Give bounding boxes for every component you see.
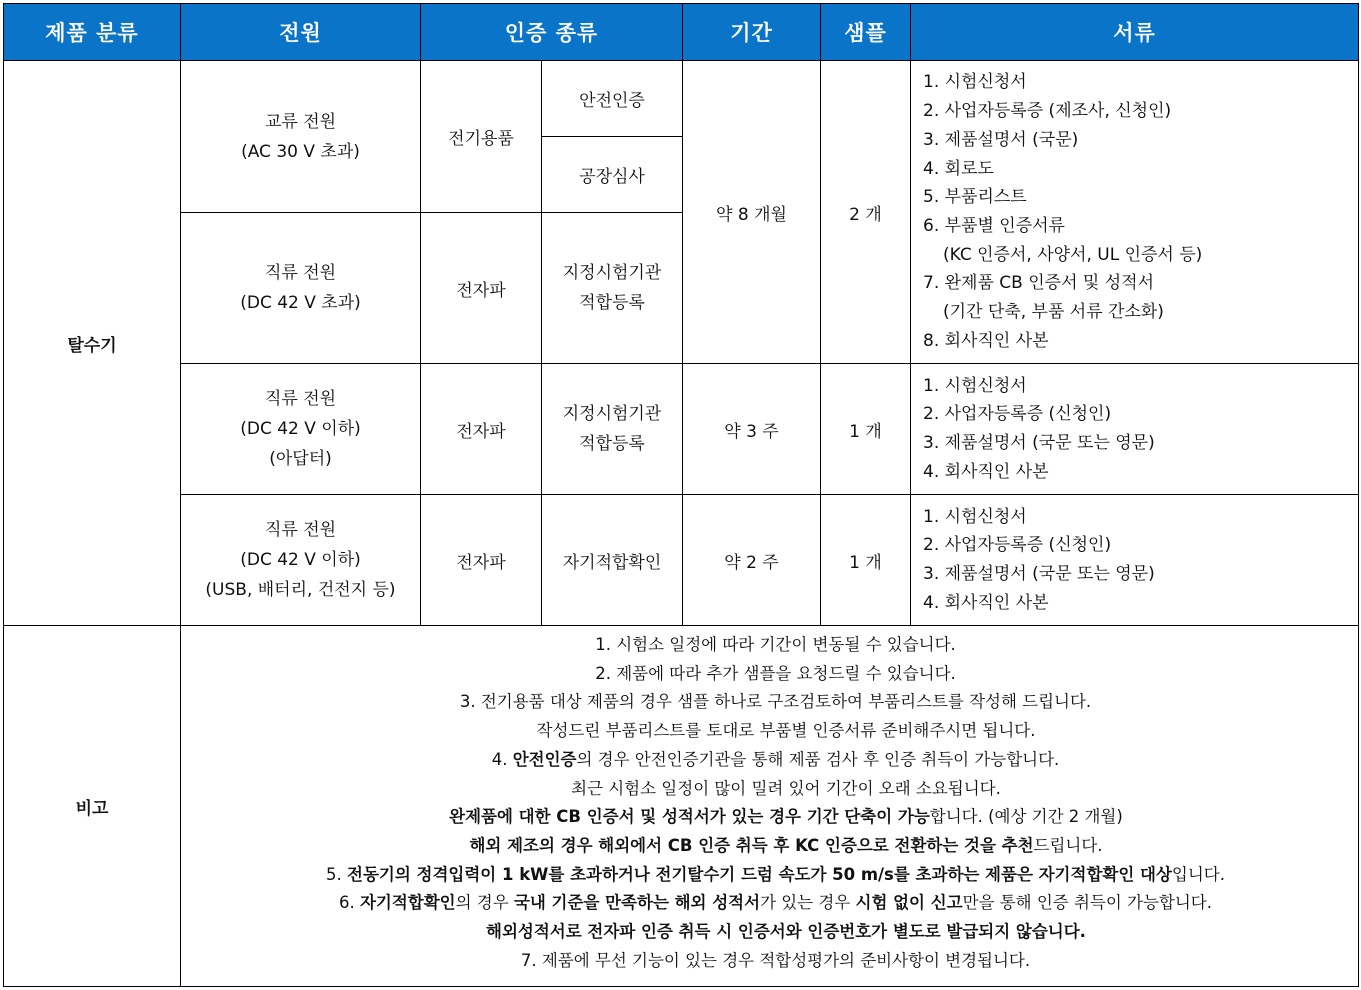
header-category: 제품 분류 (4, 4, 181, 61)
power-spec: (AC 30 V 초과) (241, 141, 360, 162)
remark-line: 2. 제품에 따라 추가 샘플을 요청드릴 수 있습니다. (595, 663, 956, 683)
remark-line: 1. 시험소 일정에 따라 기간이 변동될 수 있습니다. (595, 635, 956, 654)
remark-number: 6. (338, 893, 360, 913)
power-cell (181, 213, 421, 364)
documents-cell (911, 495, 1359, 626)
period-cell: 약 8 개월 (683, 61, 821, 364)
cert-cell: 전자파 (421, 495, 542, 626)
cert-sub-cell: 자기적합확인 (542, 495, 683, 626)
remark-text: 의 경우 안전인증기관을 통해 제품 검사 후 인증 취득이 가능합니다. (576, 749, 1060, 769)
cert-sub-cell (542, 213, 683, 364)
cert-sub-cell: 공장심사 (542, 137, 683, 213)
power-label: 교류 전원 (264, 111, 337, 132)
list-item: (KC 인증서, 사양서, UL 인증서 등) (943, 244, 1203, 265)
remark-line (193, 803, 1358, 832)
list-item: (기간 단축, 부품 서류 간소화) (943, 302, 1164, 323)
list-item: 3. 제품설명서 (국문 또는 영문) (923, 564, 1155, 584)
remark-line: 최근 시험소 일정이 많이 밀려 있어 기간이 오래 소요됩니다. (571, 778, 1001, 798)
sample-cell: 1 개 (821, 364, 911, 495)
list-item: 4. 회사직인 사본 (923, 592, 1049, 613)
power-cell (181, 364, 421, 495)
period-cell: 약 2 주 (683, 495, 821, 626)
list-item: 3. 제품설명서 (국문) (923, 129, 1079, 150)
remark-line (193, 889, 1358, 918)
remark-emphasis: 시험 없이 신고 (855, 893, 963, 913)
list-item: 2. 사업자등록증 (신청인) (923, 404, 1112, 425)
header-period: 기간 (683, 4, 821, 61)
power-label: 직류 전원 (264, 263, 337, 283)
cert-sub-line: 적합등록 (579, 434, 645, 454)
power-label: 직류 전원 (264, 389, 337, 409)
power-spec: (DC 42 V 초과) (240, 293, 361, 313)
cert-cell: 전자파 (421, 213, 542, 364)
documents-cell (911, 364, 1359, 495)
cert-cell: 전자파 (421, 364, 542, 495)
table-row (4, 364, 1359, 495)
power-note: (아답터) (269, 449, 332, 469)
table-row (4, 61, 1359, 137)
header-power: 전원 (181, 4, 421, 61)
list-item: 3. 제품설명서 (국문 또는 영문) (923, 433, 1155, 453)
remark-text: 만을 통해 인증 취득이 가능합니다. (962, 893, 1212, 913)
cert-sub-cell: 안전인증 (542, 61, 683, 137)
list-item: 2. 사업자등록증 (제조사, 신청인) (923, 101, 1172, 122)
list-item: 7. 완제품 CB 인증서 및 성적서 (923, 273, 1154, 294)
remark-text: 의 경우 (455, 893, 514, 913)
power-note: (USB, 배터리, 건전지 등) (205, 580, 396, 600)
power-cell (181, 495, 421, 626)
remark-line: 7. 제품에 무선 기능이 있는 경우 적합성평가의 준비사항이 변경됩니다. (520, 950, 1031, 970)
list-item: 4. 회사직인 사본 (923, 461, 1049, 482)
header-documents: 서류 (911, 4, 1359, 61)
remark-line: 3. 전기용품 대상 제품의 경우 샘플 하나로 구조검토하여 부품리스트를 작성해 드립니다. (459, 692, 1092, 712)
documents-list (911, 503, 1358, 618)
remarks-cell (181, 626, 1359, 987)
remark-emphasis: 전동기의 정격입력이 1 kW를 초과하거나 전기탈수기 드럼 속도가 50 m/s를 초과하는 제품은 자기적합확인 대상 (347, 864, 1172, 884)
remark-line (193, 861, 1358, 890)
remark-emphasis: 자기적합확인 (359, 893, 456, 913)
remark-emphasis: 안전인증 (512, 749, 577, 769)
remark-emphasis: 국내 기준을 만족하는 해외 성적서 (513, 893, 761, 913)
list-item: 2. 사업자등록증 (신청인) (923, 535, 1112, 556)
remark-number: 5. (326, 864, 348, 884)
remark-text: 입니다. (1171, 864, 1225, 884)
list-item: 5. 부품리스트 (923, 187, 1027, 208)
header-cert-type: 인증 종류 (421, 4, 683, 61)
remarks-label: 비고 (4, 626, 181, 987)
list-item: 4. 회로도 (923, 158, 994, 179)
list-item: 1. 시험신청서 (923, 72, 1027, 93)
cert-cell: 전기용품 (421, 61, 542, 213)
power-spec: (DC 42 V 이하) (240, 419, 361, 439)
list-item: 1. 시험신청서 (923, 506, 1027, 527)
list-item: 1. 시험신청서 (923, 375, 1027, 396)
remark-line: 작성드린 부품리스트를 토대로 부품별 인증서류 준비해주시면 됩니다. (536, 721, 1036, 741)
power-cell (181, 61, 421, 213)
remarks-row (4, 626, 1359, 987)
remark-line (193, 746, 1358, 775)
documents-cell (911, 61, 1359, 364)
certification-table (3, 3, 1359, 987)
remark-emphasis: 완제품에 대한 CB 인증서 및 성적서가 있는 경우 기간 단축이 가능 (449, 807, 930, 827)
cert-sub-cell (542, 364, 683, 495)
sample-cell: 2 개 (821, 61, 911, 364)
header-sample: 샘플 (821, 4, 911, 61)
list-item: 6. 부품별 인증서류 (923, 216, 1065, 236)
remark-emphasis: 해외성적서로 전자파 인증 취득 시 인증서와 인증번호가 별도로 발급되지 않습니다. (486, 922, 1086, 942)
header-row (4, 4, 1359, 61)
remark-text: 가 있는 경우 (760, 893, 856, 913)
remark-number: 4. (491, 749, 513, 769)
table-row (4, 495, 1359, 626)
list-item: 8. 회사직인 사본 (923, 330, 1049, 351)
cert-sub-line: 적합등록 (579, 293, 645, 313)
cert-sub-line: 지정시험기관 (562, 404, 662, 424)
power-label: 직류 전원 (264, 520, 337, 540)
remark-line (193, 918, 1358, 947)
remark-line (193, 832, 1358, 861)
sample-cell: 1 개 (821, 495, 911, 626)
remark-text: 합니다. (예상 기간 2 개월) (929, 807, 1123, 827)
documents-list (911, 372, 1358, 487)
category-cell: 탈수기 (4, 61, 181, 626)
documents-list (911, 68, 1358, 355)
power-spec: (DC 42 V 이하) (240, 550, 361, 570)
period-cell: 약 3 주 (683, 364, 821, 495)
remark-text: 드립니다. (1033, 835, 1103, 855)
remark-emphasis: 해외 제조의 경우 해외에서 CB 인증 취득 후 KC 인증으로 전환하는 것을 추천 (469, 835, 1034, 855)
cert-sub-line: 지정시험기관 (562, 263, 662, 283)
